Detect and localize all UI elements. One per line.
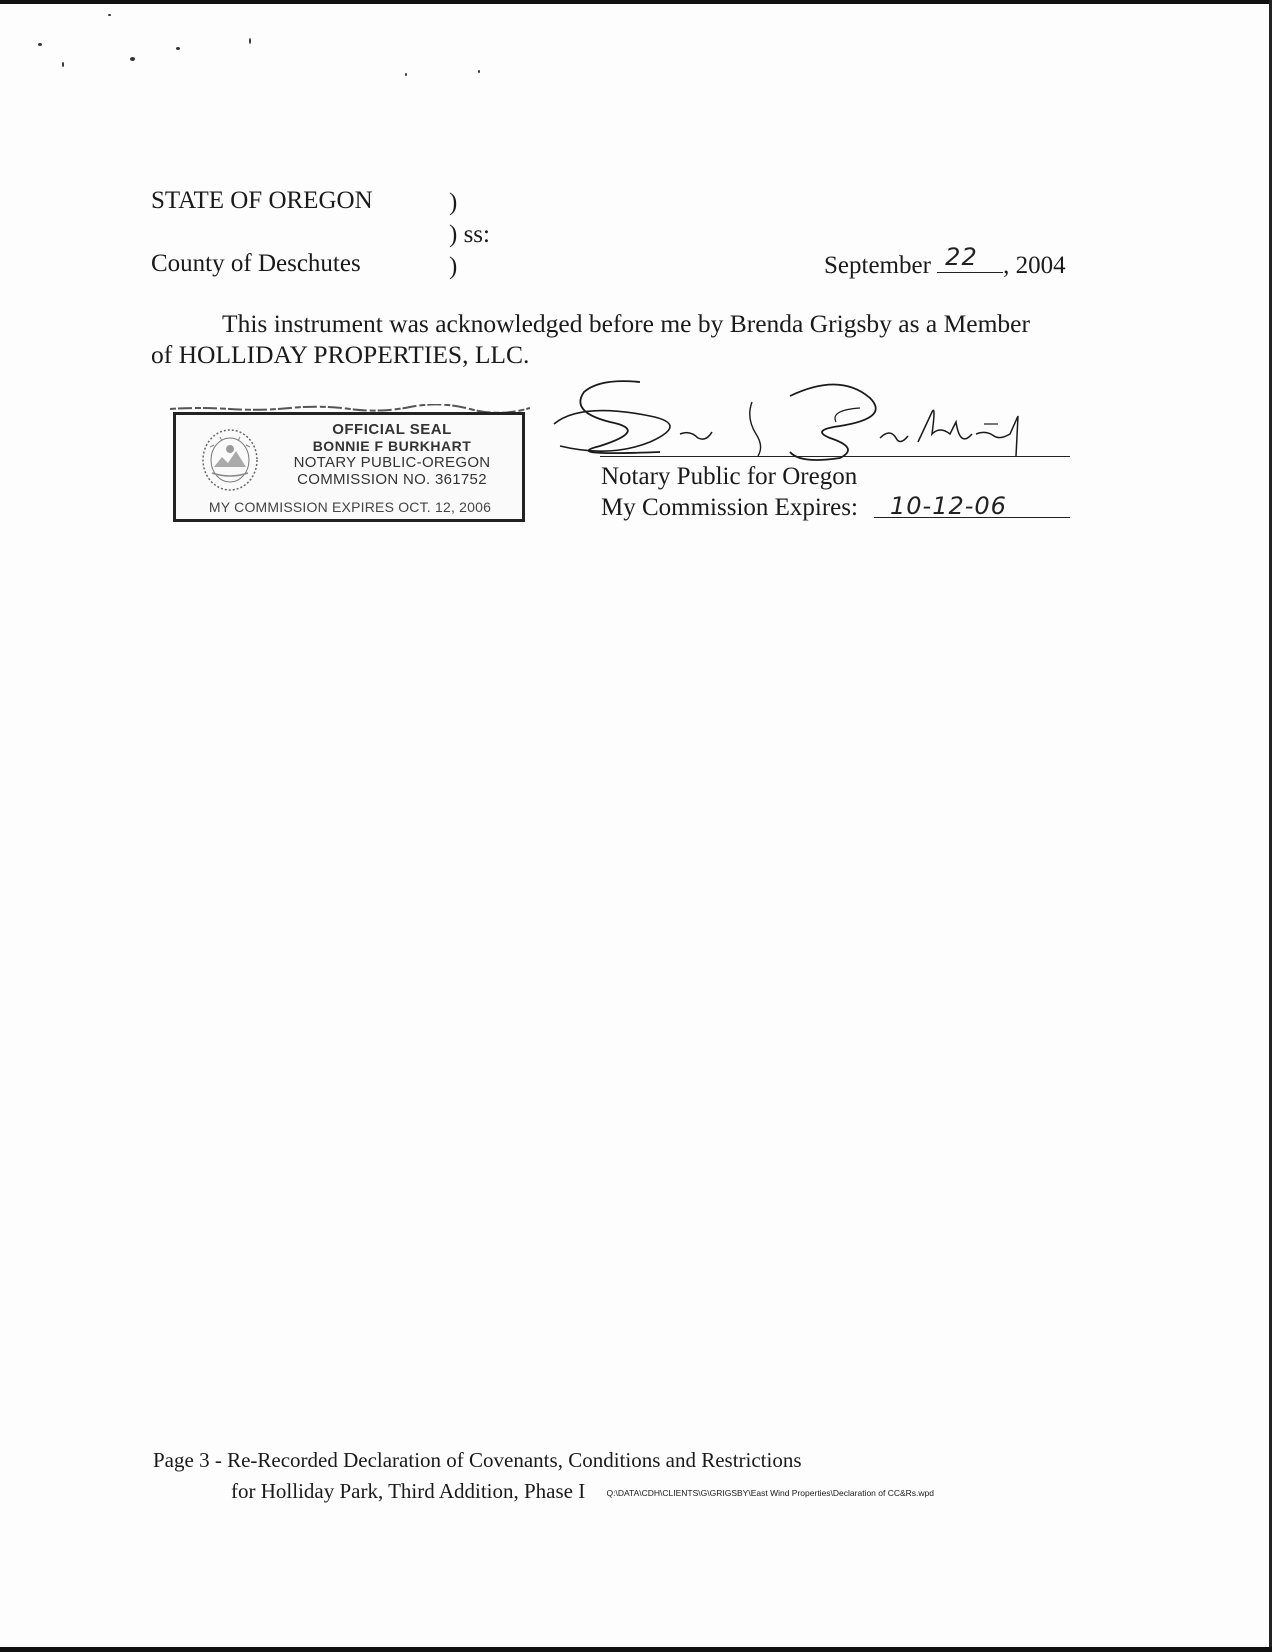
seal-commission-number: COMMISSION NO. 361752 bbox=[297, 471, 487, 488]
seal-jurisdiction: NOTARY PUBLIC-OREGON bbox=[293, 454, 491, 471]
signature-line bbox=[600, 456, 1070, 457]
notary-title: Notary Public for Oregon bbox=[601, 463, 858, 490]
acknowledgment-date bbox=[824, 243, 1066, 281]
official-seal-stamp bbox=[173, 412, 525, 522]
scan-speck bbox=[249, 38, 251, 44]
footer-line-2 bbox=[231, 1478, 934, 1506]
date-month: September bbox=[824, 252, 931, 279]
footer-title: for Holliday Park, Third Addition, Phase I bbox=[231, 1479, 586, 1503]
venue-paren-ss: ) ss: bbox=[449, 221, 490, 248]
date-day-handwritten: 22 bbox=[945, 243, 978, 271]
commission-expires-line bbox=[874, 517, 1070, 518]
state-heading: STATE OF OREGON bbox=[151, 187, 373, 214]
seal-text-block bbox=[272, 421, 512, 488]
date-year: , 2004 bbox=[1003, 252, 1066, 279]
commission-expires-label: My Commission Expires: bbox=[601, 494, 858, 521]
scan-edge-top bbox=[0, 0, 1272, 4]
footer-file-path: Q:\DATA\CDH\CLIENTS\G\GRIGSBY\East Wind Properties\Declaration of CC&Rs.wpd bbox=[606, 1488, 934, 1499]
venue-paren-top: ) bbox=[449, 189, 458, 216]
seal-notary-name: BONNIE F BURKHART bbox=[312, 438, 472, 454]
date-day-blank bbox=[937, 243, 1003, 273]
seal-title: OFFICIAL SEAL bbox=[332, 421, 452, 438]
oregon-seal-emblem bbox=[200, 427, 260, 493]
acknowledgment-line-1: This instrument was acknowledged before me by Brenda Grigsby as a Member bbox=[222, 309, 1030, 338]
scan-speck bbox=[130, 57, 135, 61]
scan-speck bbox=[405, 73, 407, 76]
scan-speck bbox=[38, 43, 42, 46]
seal-top-rough-edge bbox=[170, 404, 530, 412]
seal-expiration: MY COMMISSION EXPIRES OCT. 12, 2006 bbox=[208, 499, 492, 515]
county-heading: County of Deschutes bbox=[151, 250, 361, 277]
scan-speck bbox=[62, 62, 64, 67]
commission-expires-handwritten: 10-12-06 bbox=[890, 492, 1007, 520]
acknowledgment-line-2: of HOLLIDAY PROPERTIES, LLC. bbox=[151, 340, 530, 369]
scan-speck bbox=[108, 14, 111, 16]
footer-line-1: Page 3 - Re-Recorded Declaration of Covenants, Conditions and Restrictions bbox=[153, 1448, 802, 1472]
scan-edge-bottom bbox=[0, 1647, 1272, 1652]
scan-speck bbox=[176, 47, 180, 50]
scan-speck bbox=[478, 70, 480, 73]
venue-paren-bottom: ) bbox=[449, 253, 458, 280]
